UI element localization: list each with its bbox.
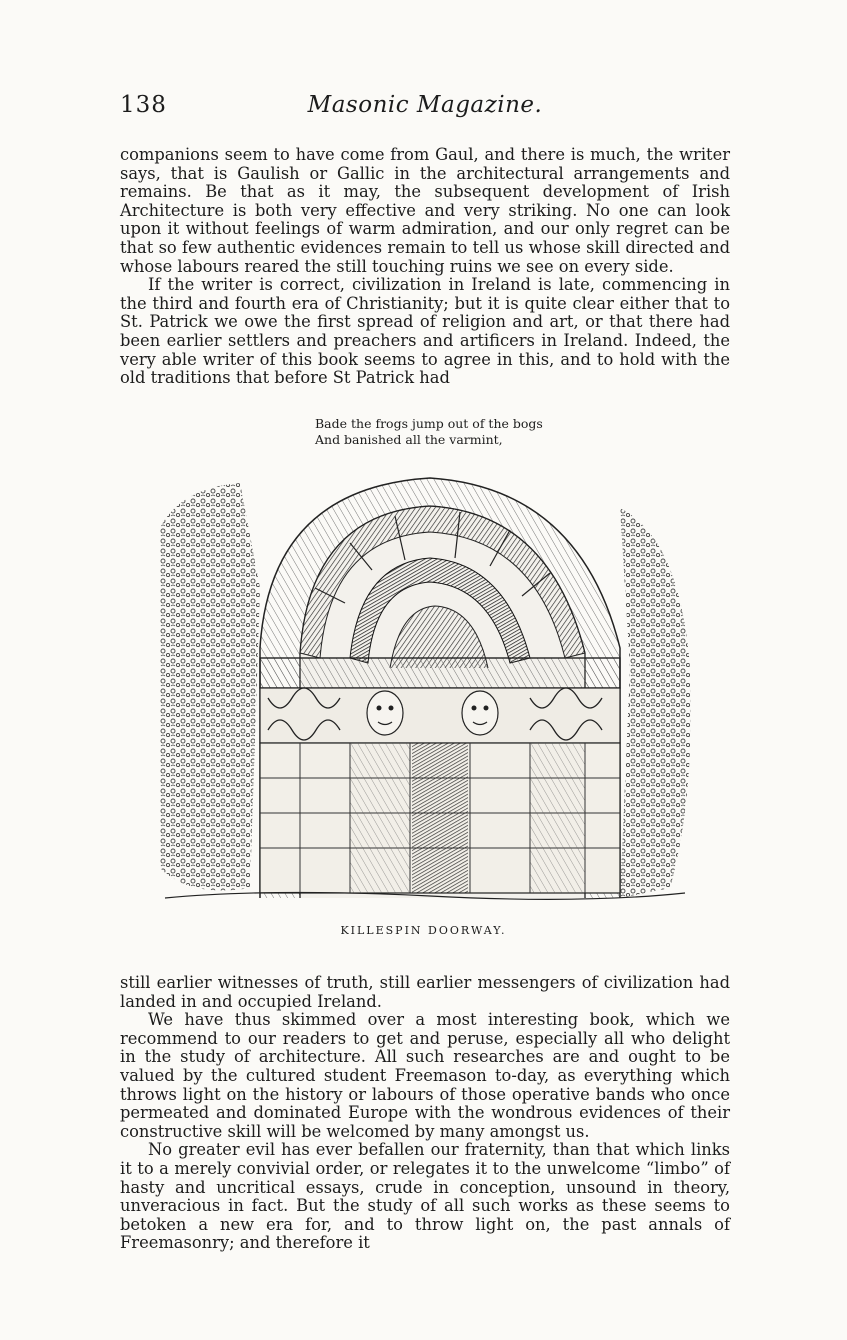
verse-quote bbox=[315, 416, 615, 448]
paragraph: companions seem to have come from Gaul, and there is much, the writer says, that is Gaulish or Gallic in the architectural arrangements and remains. Be that as it may, the subsequent development of Irish Architecture is both very effective and very striking. No one can look upon it without feelings of warm admiration, and our only regret can be that so few authentic evidences remain to tell us whose skill directed and whose labours reared the still touching ruins we see on every side. bbox=[120, 145, 730, 276]
paragraph: If the writer is correct, civilization in Ireland is late, commencing in the third and fourth era of Christianity; but it is quite clear either that to St. Patrick we owe the first spread of religion and art, or that there had been earlier settlers and preachers and artificers in Ireland. Indeed, the very able writer of this book seems to agree in this, and to hold with the old traditions that before St Patrick had bbox=[120, 275, 730, 388]
paragraph: still earlier witnesses of truth, still earlier messengers of civilization had landed in and occupied Ireland. bbox=[120, 973, 730, 1011]
verse-line: Bade the frogs jump out of the bogs bbox=[315, 416, 543, 431]
verse-line: And banished all the varmint, bbox=[315, 432, 503, 447]
doorway-illustration bbox=[150, 468, 698, 913]
page-header bbox=[120, 92, 730, 122]
doorway-engraving bbox=[150, 468, 698, 913]
running-title: Masonic Magazine. bbox=[307, 92, 543, 118]
paragraph: We have thus skimmed over a most interesting book, which we recommend to our readers to get and peruse, especially all who delight in the study of architecture. All such researches are and ought to be valued by the cultured student Freemason to-day, as everything which throws light on the history or labours of those operative bands who once permeated and dominated Europe with the wondrous evidences of their constructive skill will be welcomed by many amongst us. bbox=[120, 1010, 730, 1141]
paragraph: No greater evil has ever befallen our fraternity, than that which links it to a merely convivial order, or relegates it to the unwelcome “limbo” of hasty and uncritical essays, crude in conception, unsound in theory, unveracious in fact. But the study of all such works as these seems to betoken a new era for, and to throw light on, the past annals of Freemasonry; and therefore it bbox=[120, 1140, 730, 1253]
page-number: 138 bbox=[120, 92, 167, 118]
upper-text-block bbox=[120, 146, 730, 388]
lower-text-block bbox=[120, 974, 730, 1253]
figure-caption: KILLESPIN DOORWAY. bbox=[340, 924, 507, 937]
